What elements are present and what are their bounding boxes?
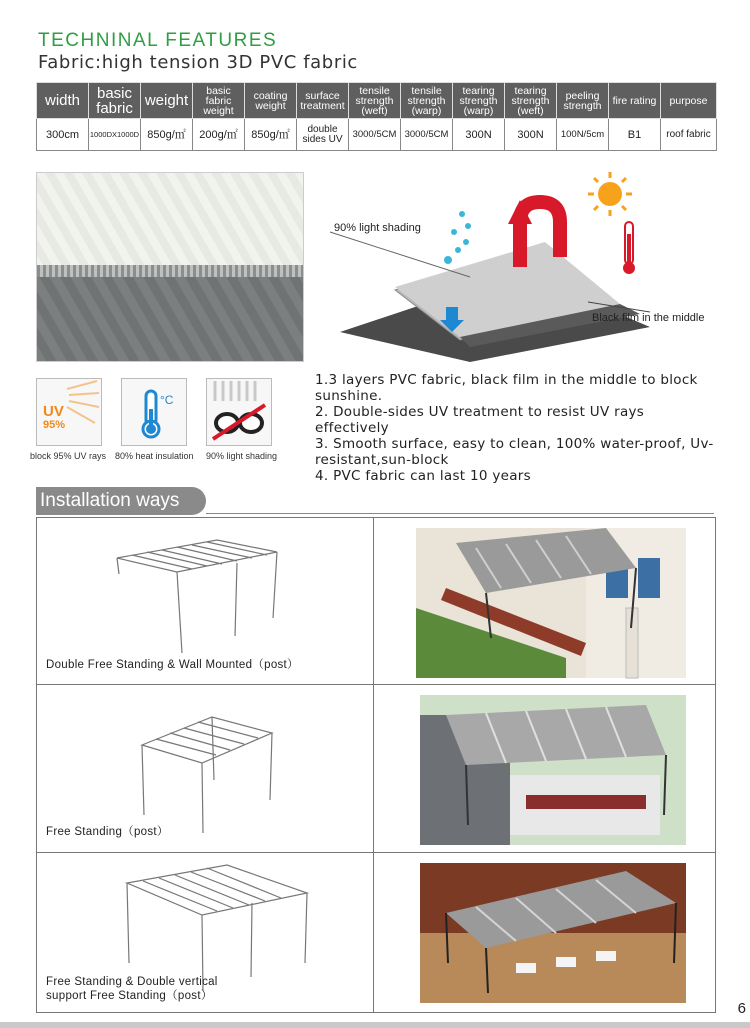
installation-drawing-cell xyxy=(36,685,374,852)
uv-percent-text: 95% xyxy=(43,419,66,431)
installation-caption xyxy=(46,975,218,1003)
free-standing-pergola-render xyxy=(376,685,716,853)
spec-header-basic-fabric-weight: basic fabric weight xyxy=(193,83,245,119)
spec-header-width: width xyxy=(37,83,89,119)
spec-header-tensile-warp: tensile strength (warp) xyxy=(401,83,453,119)
section-title: TECHNINAL FEATURES xyxy=(38,30,278,51)
installation-drawing-cell xyxy=(36,853,374,1012)
heat-badge xyxy=(121,378,187,446)
installation-caption: Double Free Standing & Wall Mounted（post） xyxy=(46,659,299,671)
feature-item: 2. Double-sides UV treatment to resist UV rays effectively xyxy=(315,404,645,436)
spec-table xyxy=(36,82,717,151)
fabric-layer-diagram xyxy=(320,162,720,372)
caption-line: Free Standing & Double vertical xyxy=(46,976,218,988)
double-vertical-pergola-render xyxy=(376,853,716,1013)
spec-value-basic-fabric: 1000DX1000D xyxy=(89,119,141,151)
spec-value-fire-rating: B1 xyxy=(609,119,661,151)
uv-badge-caption: block 95% UV rays xyxy=(30,451,107,461)
installation-row xyxy=(36,853,716,1013)
spec-value-row xyxy=(37,119,717,151)
spec-header-fire-rating: fire rating xyxy=(609,83,661,119)
spec-value-tensile-weft: 3000/5CM xyxy=(349,119,401,151)
installation-row xyxy=(36,685,716,853)
fabric-subtitle: Fabric:high tension 3D PVC fabric xyxy=(38,52,358,73)
installation-render-cell xyxy=(376,685,716,852)
installation-row xyxy=(36,517,716,685)
uv-text: UV xyxy=(43,403,64,420)
spec-value-weight: 850g/㎡ xyxy=(141,119,193,151)
feature-list xyxy=(315,372,715,484)
spec-header-weight: weight xyxy=(141,83,193,119)
sunglasses-icon xyxy=(207,379,271,445)
fabric-white-side xyxy=(37,173,303,271)
spec-header-purpose: purpose xyxy=(661,83,717,119)
installation-divider xyxy=(206,513,714,514)
installation-drawing-cell xyxy=(36,518,374,684)
heat-badge-caption: 80% heat insulation xyxy=(115,451,194,461)
footer-bar xyxy=(0,1022,750,1028)
layer-diagram-graphic xyxy=(320,162,720,372)
fabric-gray-side xyxy=(37,277,303,362)
page-number: 6 xyxy=(737,1000,746,1017)
spec-value-coating-weight: 850g/㎡ xyxy=(245,119,297,151)
fabric-texture-photo xyxy=(36,172,304,362)
installation-render-cell xyxy=(376,853,716,1012)
water-drops-icon xyxy=(444,211,471,264)
feature-item: 1.3 layers PVC fabric, black film in the middle to block sunshine. xyxy=(315,372,698,404)
spec-value-tensile-warp: 3000/5CM xyxy=(401,119,453,151)
celsius-text: °C xyxy=(160,393,174,407)
feature-item: 3. Smooth surface, easy to clean, 100% water-proof, Uv-resistant,sun-block xyxy=(315,436,714,468)
uv-badge xyxy=(36,378,102,446)
spec-header-tearing-weft: tearing strength (weft) xyxy=(505,83,557,119)
spec-value-basic-fabric-weight: 200g/㎡ xyxy=(193,119,245,151)
spec-value-tearing-warp: 300N xyxy=(453,119,505,151)
spec-header-tearing-warp: tearing strength (warp) xyxy=(453,83,505,119)
installation-grid xyxy=(36,517,716,1013)
spec-header-coating-weight: coating weight xyxy=(245,83,297,119)
thermometer-icon xyxy=(122,379,186,445)
light-shading-label: 90% light shading xyxy=(334,222,421,234)
installation-render-cell xyxy=(376,518,716,684)
installation-title: Installation ways xyxy=(36,487,206,515)
installation-caption: Free Standing（post） xyxy=(46,826,169,838)
shading-badge-caption: 90% light shading xyxy=(206,451,278,461)
spec-value-width: 300cm xyxy=(37,119,89,151)
caption-line: support Free Standing（post） xyxy=(46,990,213,1002)
temperature-icon xyxy=(623,222,635,274)
spec-header-row xyxy=(37,83,717,119)
feature-item: 4. PVC fabric can last 10 years xyxy=(315,468,531,484)
spec-value-peeling-strength: 100N/5cm xyxy=(557,119,609,151)
wall-mounted-pergola-render xyxy=(376,518,716,686)
spec-value-tearing-weft: 300N xyxy=(505,119,557,151)
spec-header-surface-treatment: surface treatment xyxy=(297,83,349,119)
spec-header-peeling-strength: peeling strength xyxy=(557,83,609,119)
fabric-cut-edge xyxy=(37,265,303,277)
spec-value-purpose: roof fabric xyxy=(661,119,717,151)
shading-badge xyxy=(206,378,272,446)
sun-icon xyxy=(588,172,632,216)
spec-value-surface-treatment: double sides UV xyxy=(297,119,349,151)
spec-header-tensile-weft: tensile strength (weft) xyxy=(349,83,401,119)
spec-header-basic-fabric: basic fabric xyxy=(89,83,141,119)
black-film-label: Black film in the middle xyxy=(592,312,705,324)
